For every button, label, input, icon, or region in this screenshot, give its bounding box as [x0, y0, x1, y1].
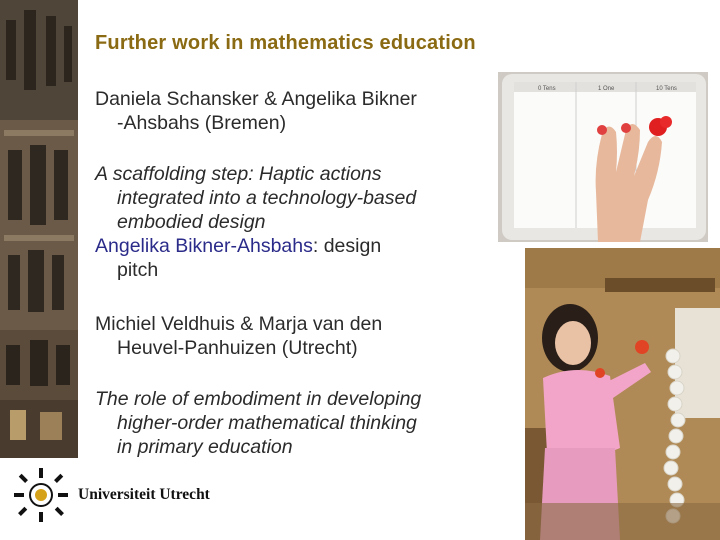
tablet-label: 10 Tens — [656, 86, 677, 92]
authors-line: -Ahsbahs (Bremen) — [117, 112, 287, 134]
cathedral-tower-photo — [0, 0, 78, 458]
talk-title-line: embodied design — [117, 211, 266, 233]
tablet-label: 0 Tens — [538, 86, 556, 92]
pitch-presenter-name: Angelika Bikner-Ahsbahs — [95, 235, 313, 257]
classroom-photo — [525, 248, 720, 540]
pitch-line-2: pitch — [117, 259, 159, 281]
talk-title-line: higher-order mathematical thinking — [117, 412, 417, 434]
university-seal-icon — [10, 466, 72, 524]
talk-title-line: A scaffolding step: Haptic actions — [95, 163, 382, 185]
authors-line: Daniela Schansker & Angelika Bikner — [95, 88, 417, 110]
authors-block-2 — [95, 312, 382, 360]
talk-title-line: integrated into a technology-based — [117, 187, 417, 209]
authors-line: Michiel Veldhuis & Marja van den — [95, 313, 383, 335]
university-name: Universiteit Utrecht — [78, 486, 210, 503]
authors-block-1 — [95, 87, 417, 135]
talk-title-line: The role of embodiment in developing — [95, 388, 422, 410]
pitch-line — [95, 234, 416, 258]
talk-title-line: in primary education — [117, 436, 293, 458]
slide-title: Further work in mathematics education — [95, 32, 476, 54]
pitch-suffix: : design — [312, 235, 382, 257]
tablet-hand-photo — [498, 72, 708, 242]
talk-block-2 — [95, 387, 421, 459]
talk-block-1 — [95, 162, 416, 282]
tablet-label: 1 One — [598, 86, 615, 92]
authors-line: Heuvel-Panhuizen (Utrecht) — [117, 337, 358, 359]
